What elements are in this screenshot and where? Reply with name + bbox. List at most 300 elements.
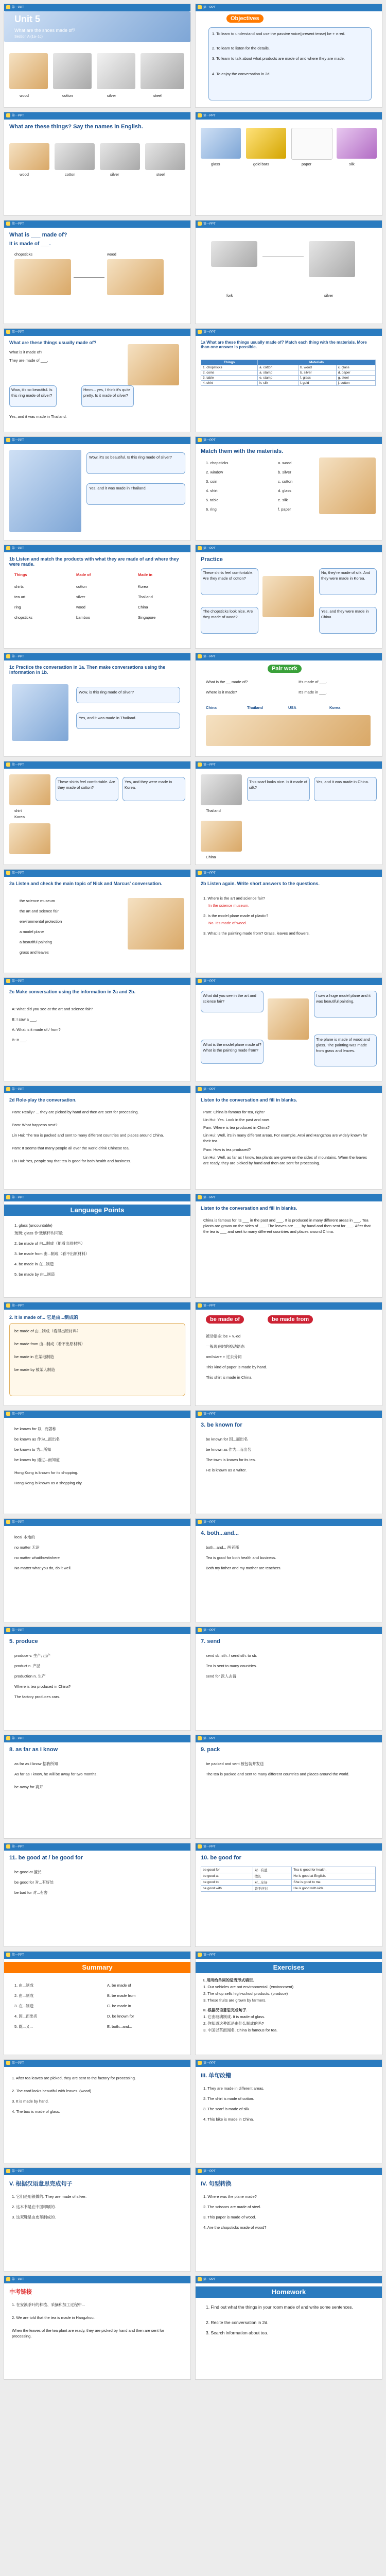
cell: be good at xyxy=(201,1873,253,1879)
logo-icon xyxy=(198,546,202,550)
slide-title: 8. as far as I know xyxy=(9,1747,58,1753)
slide-36[interactable] xyxy=(196,1843,382,1946)
note-item: be known as 作为...而出名 xyxy=(206,1447,251,1452)
slide-header xyxy=(196,4,382,11)
brand-text: 第一PPT xyxy=(12,2278,24,2281)
slide-title: 11. be good at / be good for xyxy=(9,1855,83,1861)
slide-header xyxy=(4,1735,190,1742)
note-item: be good for 对...有好处 xyxy=(14,1880,54,1885)
cell: b. wood xyxy=(299,365,337,370)
ring-image xyxy=(201,774,242,805)
slide-header xyxy=(196,2276,382,2283)
note-item: Both my father and my mother are teachers. xyxy=(206,1566,282,1570)
bubble-text: The plane is made of wood and glass. The painting was made from grass and leaves. xyxy=(316,1037,370,1053)
pair-work-title: Pair work xyxy=(268,665,302,673)
chopsticks-image xyxy=(9,823,50,854)
slide-header xyxy=(196,329,382,336)
list-item: Korea xyxy=(138,584,149,589)
list-item: 4. shirt xyxy=(206,488,218,493)
slide-header xyxy=(4,870,190,877)
objective-item: 2. To learn to listen for the details. xyxy=(212,46,270,50)
brand-text: 第一PPT xyxy=(203,1954,216,1957)
checkbox-item[interactable]: a beautiful painting xyxy=(20,940,52,944)
question: 1. Where is the art and science fair? xyxy=(203,896,266,901)
point-item: 4. be made in 在...制造 xyxy=(14,1262,54,1266)
slide-9[interactable] xyxy=(4,437,190,540)
slide-30[interactable] xyxy=(196,1519,382,1622)
slide-31[interactable] xyxy=(4,1627,190,1730)
checkbox-item[interactable]: environmental protection xyxy=(20,919,62,924)
slide-header xyxy=(4,1627,190,1634)
slide-title: IV. 句型转换 xyxy=(201,2181,232,2187)
brand-text: 第一PPT xyxy=(203,2170,216,2173)
checkbox-item[interactable]: grass and leaves xyxy=(20,950,49,955)
slide-40[interactable] xyxy=(196,2060,382,2163)
list-item: a. wood xyxy=(278,461,292,465)
slide-13[interactable] xyxy=(4,653,190,756)
label: steel xyxy=(156,172,165,177)
cell: g. steel xyxy=(336,376,375,381)
point-item: 1. glass (uncountable) xyxy=(14,1223,52,1228)
cell: 对...有益 xyxy=(253,1867,292,1873)
dialog-line: A: What did you see at the art and science fair? xyxy=(12,1007,93,1011)
summary-en: B. be made from xyxy=(107,1993,136,1998)
list-item: bamboo xyxy=(76,615,91,620)
logo-icon xyxy=(6,438,10,442)
list-item: tea art xyxy=(14,595,26,599)
checkbox-item[interactable]: a model plane xyxy=(20,929,44,934)
slide-15[interactable] xyxy=(4,761,190,865)
logo-icon xyxy=(6,654,10,658)
slide-header xyxy=(196,1843,382,1851)
slide-39[interactable] xyxy=(4,2060,190,2163)
question-text: What is ___ made of? xyxy=(9,232,67,238)
label-steel: steel xyxy=(153,93,162,98)
note-item: No matter what you do, do it well. xyxy=(14,1566,72,1570)
tag: be made from xyxy=(268,1315,313,1324)
bubble-text: Yes, and it was made in China. xyxy=(316,779,369,784)
label: gold bars xyxy=(253,162,269,166)
slide-21[interactable] xyxy=(4,1086,190,1189)
list-item: 1. chopsticks xyxy=(206,461,229,465)
brand-text: 第一PPT xyxy=(12,2170,24,2173)
question: 3. What is the painting made from? Grass, leaves and flowers. xyxy=(203,931,310,936)
slide-37[interactable] xyxy=(4,1952,190,2055)
homework-title: Homework xyxy=(196,2286,382,2298)
exercises-title: Exercises xyxy=(196,1962,382,1973)
steel-image xyxy=(145,143,185,170)
slide-17[interactable] xyxy=(4,870,190,973)
summary-cn: 3. 在...制造 xyxy=(14,2004,34,2008)
logo-icon xyxy=(198,1736,202,1740)
glass-image xyxy=(201,128,241,159)
cell: b. silver xyxy=(299,370,337,376)
match-table xyxy=(201,360,376,386)
slide-42[interactable] xyxy=(196,2168,382,2271)
point-item: 2. be made of 由...制成（能看出原材料） xyxy=(14,1241,85,1246)
summary-en: E. both...and... xyxy=(107,2024,132,2029)
slide-header xyxy=(4,1194,190,1201)
note-item: as far as I know 据我所知 xyxy=(14,1761,58,1766)
homework-item: 3. Search information about tea. xyxy=(206,2330,268,2335)
slide-41[interactable] xyxy=(4,2168,190,2271)
silver-image xyxy=(309,241,355,277)
slide-header xyxy=(4,4,190,11)
bubble-text: It's made of ___. xyxy=(299,680,327,684)
bubble-text: What is the __ made of? xyxy=(206,680,248,684)
note-item: local 本地的 xyxy=(14,1535,36,1539)
slide-header xyxy=(196,1302,382,1310)
slide-title: 2c Make conversation using the information in 2a and 2b. xyxy=(9,989,136,994)
fill-blank-text: China is famous for its ___ in the past and ___. It is produced in many different areas in ___. Tea plants are grown on the sides of ___. The leaves are ___ by hand and then sent for ___. After that the tea is ___ and sent to many different countries and places around China. xyxy=(203,1218,371,1234)
slide-title: 10. be good for xyxy=(201,1855,241,1861)
slide-3[interactable] xyxy=(4,112,190,215)
logo-icon xyxy=(6,1303,10,1308)
slide-header xyxy=(4,1519,190,1526)
logo-icon xyxy=(6,762,10,767)
label: silver xyxy=(110,172,119,177)
slide-4[interactable] xyxy=(196,112,382,215)
slide-25[interactable] xyxy=(4,1302,190,1405)
brand-text: 第一PPT xyxy=(203,1521,216,1524)
bubble-text: Yes, and it was made in Thailand. xyxy=(79,716,136,720)
slide-8[interactable] xyxy=(196,329,382,432)
place-label: USA xyxy=(288,705,296,710)
brand-text: 第一PPT xyxy=(203,439,216,442)
note-item: 被动语态: be + v.-ed xyxy=(206,1334,241,1338)
slide-title: III. 单句改错 xyxy=(201,2073,232,2079)
bubble-text: What is the model plane made of? What is the painting made from? xyxy=(203,1042,261,1053)
note-item: production n. 生产 xyxy=(14,1674,46,1679)
slide-43[interactable] xyxy=(4,2276,190,2379)
brand-text: 第一PPT xyxy=(12,655,24,658)
slide-10[interactable] xyxy=(196,437,382,540)
ring-image xyxy=(12,684,68,741)
slide-header xyxy=(196,1627,382,1634)
cell: e. stamp xyxy=(258,376,299,381)
slide-23[interactable] xyxy=(4,1194,190,1297)
slide-24[interactable] xyxy=(196,1194,382,1297)
summary-en: A. be made of xyxy=(107,1983,131,1988)
point-item: 5. be made by 由...制造 xyxy=(14,1272,55,1277)
answer-text: It is made of ___. xyxy=(9,241,51,247)
slide-title: Language Points xyxy=(4,1205,190,1216)
note-item: Where is tea produced in China? xyxy=(14,1684,71,1689)
answer-text: They are made of ___. xyxy=(9,358,48,363)
slide-header xyxy=(196,221,382,228)
place-label: China xyxy=(206,705,217,710)
exercise-item: When the leaves of the tea plant are ready, they are picked by hand and then are sent for processing. xyxy=(12,2328,164,2338)
bubble-text: Yes, and they were made in China. xyxy=(321,609,369,619)
brand-text: 第一PPT xyxy=(12,1521,24,1524)
note-item: be made in 在某地制造 xyxy=(14,1354,54,1359)
slide-title: Match them with the materials. xyxy=(201,448,284,454)
note-item: no matter what/how/where xyxy=(14,1555,60,1560)
bubble-text: Wow, it's so beautiful. Is this ring made of silver? xyxy=(89,455,172,460)
brand-text: 第一PPT xyxy=(12,1088,24,1091)
logo-icon xyxy=(6,979,10,983)
dialog-line: Pam: Really? ... they are picked by hand and then are sent for processing. xyxy=(12,1110,139,1114)
slide-header xyxy=(196,870,382,877)
silk-image xyxy=(337,128,377,159)
slide-19[interactable] xyxy=(4,978,190,1081)
checkbox-item[interactable]: the science museum xyxy=(20,899,55,903)
slide-7[interactable] xyxy=(4,329,190,432)
slide-26[interactable] xyxy=(196,1302,382,1405)
slide-header xyxy=(196,2060,382,2067)
dialog-line: Pam: It seems that many people all over the world drink Chinese tea. xyxy=(12,1146,130,1150)
note-item: Hong Kong is known as a shopping city. xyxy=(14,1481,83,1485)
summary-cn: 5. 既...又... xyxy=(14,2024,33,2029)
label-wood: wood xyxy=(107,252,116,257)
cell: be good with xyxy=(201,1886,253,1892)
note-item: The factory produces cars. xyxy=(14,1694,60,1699)
slide-12[interactable] xyxy=(196,545,382,648)
slide-35[interactable] xyxy=(4,1843,190,1946)
products-image xyxy=(206,715,371,746)
brand-text: 第一PPT xyxy=(12,439,24,442)
slide-34[interactable] xyxy=(196,1735,382,1838)
slide-header xyxy=(196,1411,382,1418)
brand-text: 第一PPT xyxy=(12,6,24,9)
brand-text: 第一PPT xyxy=(12,1304,24,1308)
note-item: be known for 因...而出名 xyxy=(206,1437,248,1442)
logo-icon xyxy=(198,1844,202,1849)
bubble-text: Hmm... yes, I think it's quite pretty. Is it made of silver? xyxy=(83,387,131,398)
brand-text: 第一PPT xyxy=(12,114,24,117)
cell: j. cotton xyxy=(336,381,375,386)
slide-title: Practice xyxy=(201,556,223,563)
label-silver: silver xyxy=(107,93,116,98)
exercise-item: 1. 在安溪茶叶的种植、采摘和加工过程中... xyxy=(12,2302,85,2307)
list-item: 5. table xyxy=(206,498,219,502)
exercise-item: 4. The box is made of glass. xyxy=(12,2109,60,2114)
exercise-item: 2. The shirt is made of cotton. xyxy=(203,2096,254,2101)
slide-title: Listen to the conversation and fill in blanks. xyxy=(201,1097,297,1103)
cell: h. silk xyxy=(258,381,299,386)
logo-icon xyxy=(198,1087,202,1091)
note-item: As far as I know, he will be away for two months. xyxy=(14,1772,98,1776)
col-header: Materials xyxy=(258,360,376,365)
cell: 对...友好 xyxy=(253,1879,292,1886)
slide-29[interactable] xyxy=(4,1519,190,1622)
note-item: be known for 以...而著称 xyxy=(14,1427,57,1431)
question: 2. Is the model plane made of plastic? xyxy=(203,913,269,918)
brand-text: 第一PPT xyxy=(203,980,216,983)
exercise-item: 2. 这本书是在中国印刷的. xyxy=(12,2205,56,2209)
slide-1[interactable] xyxy=(4,4,190,107)
slide-header xyxy=(196,1952,382,1959)
slide-14[interactable] xyxy=(196,653,382,756)
bubble-text: Yes, and they were made in Korea. xyxy=(125,779,172,790)
summary-en: D. be known for xyxy=(107,2014,134,2019)
slide-33[interactable] xyxy=(4,1735,190,1838)
logo-icon xyxy=(6,1087,10,1091)
list-item: shirts xyxy=(14,584,24,589)
point-item: 3. be made from 由...制成（看不出原材料） xyxy=(14,1251,90,1256)
brand-text: 第一PPT xyxy=(12,331,24,334)
brand-text: 第一PPT xyxy=(203,2062,216,2065)
slide-22[interactable] xyxy=(196,1086,382,1189)
logo-icon xyxy=(6,2277,10,2281)
slide-header xyxy=(196,1086,382,1093)
wood-image xyxy=(107,259,164,295)
logo-icon xyxy=(6,222,10,226)
unit-title: Unit 5 xyxy=(14,14,41,24)
cell: 善于应付 xyxy=(253,1886,292,1892)
logo-icon xyxy=(198,871,202,875)
note-item: be made from 由...制成（看不出原材料） xyxy=(14,1342,85,1346)
list-item: chopsticks xyxy=(14,615,33,620)
exercise-item: 3. It is made by hand. xyxy=(12,2099,49,2104)
slide-32[interactable] xyxy=(196,1627,382,1730)
list-item: 2. window xyxy=(206,470,223,474)
note-item: be bad for 对...有害 xyxy=(14,1890,48,1895)
brand-text: 第一PPT xyxy=(12,764,24,767)
dialog-line: Lin Hui: Well, it's in many different areas. For example, Anxi and Hangzhou are widely known for their tea. xyxy=(203,1133,367,1143)
slide-title: 2d Role-play the conversation. xyxy=(9,1097,77,1103)
brand-text: 第一PPT xyxy=(12,872,24,875)
cell: 2. coins xyxy=(201,370,258,376)
logo-icon xyxy=(6,2169,10,2173)
slide-title: V. 根据汉语意思完成句子 xyxy=(9,2181,73,2187)
logo-icon xyxy=(6,1953,10,1957)
note-item: send for 派人去请 xyxy=(206,1674,237,1679)
boy-image xyxy=(9,450,81,532)
logo-icon xyxy=(198,762,202,767)
note-item: This kind of paper is made by hand. xyxy=(206,1365,267,1369)
dialog-line: Pam: What happens next? xyxy=(12,1123,58,1127)
brand-text: 第一PPT xyxy=(203,2278,216,2281)
exercise-heading: II. 根据汉语意思完成句子. xyxy=(203,2008,248,2012)
wood-image xyxy=(9,143,49,170)
slide-header xyxy=(4,437,190,444)
brand-text: 第一PPT xyxy=(12,223,24,226)
list-item: ring xyxy=(14,605,21,609)
slide-5[interactable] xyxy=(4,221,190,324)
slide-28[interactable] xyxy=(196,1411,382,1514)
bubble-text: Yes, and it was made in Thailand. xyxy=(89,486,147,490)
cell: She is good to me. xyxy=(292,1879,376,1886)
slide-header xyxy=(4,978,190,985)
slide-title: 2b Listen again. Write short answers to the questions. xyxy=(201,881,320,886)
cell: c. glass xyxy=(336,365,375,370)
slide-header xyxy=(196,545,382,552)
cell: He is good with kids. xyxy=(292,1886,376,1892)
bubble-text: The chopsticks look nice. Are they made of wood? xyxy=(203,609,253,619)
things-image xyxy=(319,457,376,514)
brand-text: 第一PPT xyxy=(12,980,24,983)
brand-text: 第一PPT xyxy=(12,1629,24,1632)
bubble-text: I saw a huge model plane and it was beautiful painting. xyxy=(316,993,371,1004)
label-cotton: cotton xyxy=(62,93,73,98)
cell: 1. chopsticks xyxy=(201,365,258,370)
brand-text: 第一PPT xyxy=(203,872,216,875)
slide-header xyxy=(4,1411,190,1418)
brand-text: 第一PPT xyxy=(12,547,24,550)
slide-header xyxy=(196,761,382,769)
exercise-item: 1. They are made in different areas. xyxy=(203,2086,265,2091)
slide-title: 1b Listen and match the products with what they are made of and where they were made. xyxy=(9,556,179,567)
slide-44[interactable] xyxy=(196,2276,382,2379)
logo-icon xyxy=(198,1195,202,1199)
cell: i. gold xyxy=(299,381,337,386)
cotton-image xyxy=(53,53,92,89)
exercise-item: 1. 它由玻璃制成. It is made of glass. xyxy=(203,2014,266,2019)
exercise-item: 1. 它们是用银做的. They are made of silver. xyxy=(12,2194,87,2199)
bubble-text: These shirts feel comfortable. Are they made of cotton? xyxy=(203,570,254,581)
slide-20[interactable] xyxy=(196,978,382,1081)
objective-item: 1. To learn to understand and use the passive voice(present tense) be + v.-ed. xyxy=(212,31,345,36)
slide-title: Listen to the conversation and fill in blanks. xyxy=(201,1206,297,1211)
label-fork: fork xyxy=(226,293,233,298)
slide-11[interactable] xyxy=(4,545,190,648)
notes-box xyxy=(9,1323,185,1396)
logo-icon xyxy=(198,2277,202,2281)
steel-image xyxy=(141,53,184,89)
slide-title: 5. produce xyxy=(9,1638,38,1645)
exercise-item: 1. Where was the plane made? xyxy=(203,2194,257,2199)
brand-text: 第一PPT xyxy=(203,764,216,767)
objective-item: 3. To learn to talk about what products are made of and where they are made. xyxy=(212,56,345,61)
exercise-heading: I. 用所给单词的适当形式填空. xyxy=(203,1978,254,1982)
list-item: wood xyxy=(76,605,85,609)
label: China xyxy=(206,855,216,859)
objective-item: 4. To enjoy the conversation in 2d. xyxy=(212,72,271,76)
slide-16[interactable] xyxy=(196,761,382,865)
brand-text: 第一PPT xyxy=(203,1088,216,1091)
note-item: This shirt is made in China. xyxy=(206,1375,253,1380)
bubble-text: Wow, it's so beautiful. Is this ring made of silver? xyxy=(11,387,52,398)
col-things: Things xyxy=(14,572,27,577)
slide-header xyxy=(196,1735,382,1742)
slide-header xyxy=(4,1952,190,1959)
cell: Tea is good for health. xyxy=(292,1867,376,1873)
logo-icon xyxy=(6,546,10,550)
dialog-line: A: What is it made of / from? xyxy=(12,1027,61,1032)
slide-header xyxy=(4,761,190,769)
logo-icon xyxy=(198,979,202,983)
note-item: be made of 由...制成（看得出原材料） xyxy=(14,1329,81,1333)
slide-2[interactable] xyxy=(196,4,382,107)
col-made-in: Made in xyxy=(138,572,152,577)
slide-header xyxy=(4,1086,190,1093)
cotton-image xyxy=(55,143,95,170)
gold-bars-image xyxy=(246,128,286,159)
brand-text: 第一PPT xyxy=(203,1413,216,1416)
label: wood xyxy=(20,172,29,177)
cell: 擅长 xyxy=(253,1873,292,1879)
checkbox-item[interactable]: the art and science fair xyxy=(20,909,59,913)
slide-header xyxy=(196,653,382,660)
label: cotton xyxy=(65,172,76,177)
slide-header xyxy=(196,1519,382,1526)
slide-18[interactable] xyxy=(196,870,382,973)
logo-icon xyxy=(198,330,202,334)
list-item: Singapore xyxy=(138,615,156,620)
slide-title: 9. pack xyxy=(201,1747,220,1753)
label-silver: silver xyxy=(324,293,334,298)
brand-text: 第一PPT xyxy=(12,1737,24,1740)
slide-27[interactable] xyxy=(4,1411,190,1514)
list-item: Thailand xyxy=(138,595,153,599)
homework-item: 1. Find out what the things in your room made of and write some sentences. xyxy=(206,2304,353,2310)
cell: d. paper xyxy=(336,370,375,376)
unit-subtitle: What are the shoes made of? xyxy=(14,28,76,33)
slide-6[interactable] xyxy=(196,221,382,324)
slide-38[interactable] xyxy=(196,1952,382,2055)
note-item: be packed and sent 被包装并发送 xyxy=(206,1761,264,1766)
